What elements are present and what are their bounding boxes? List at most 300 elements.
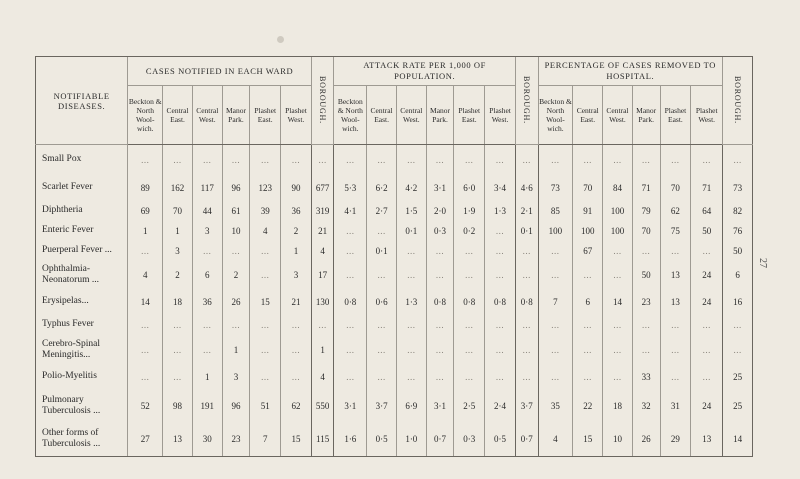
cases-cell: ... [192,241,222,261]
cases-cell: 3 [281,261,312,289]
cases-cell: ... [281,145,312,175]
pct-cell: ... [603,365,633,389]
pct-cell: ... [538,145,573,175]
attack-cell: ... [334,241,367,261]
cases-cell: 1 [222,335,250,365]
cases-cell: 90 [281,175,312,201]
cases-cell: 2 [281,221,312,241]
cases-cell: 26 [222,289,250,315]
pct-cell: 71 [632,175,660,201]
disease-name: Ophthalmia- Neonatorum ... [36,261,128,289]
pct-cell: ... [660,145,691,175]
attack-cell: 0·6 [367,289,397,315]
table-row [36,175,753,201]
pct-cell: 85 [538,201,573,221]
pct-cell: ... [691,315,723,335]
pct-cell: 35 [538,389,573,423]
attack-cell: ... [367,315,397,335]
pct-cell: 84 [603,175,633,201]
ward-header-pct-2: Central West. [603,86,633,145]
cases-borough-cell: 115 [311,423,334,457]
cases-cell: ... [222,315,250,335]
table-row [36,289,753,315]
cases-cell: 162 [163,175,193,201]
attack-cell: 3·1 [426,389,454,423]
cases-cell: 15 [250,289,281,315]
pct-cell: ... [538,315,573,335]
cases-cell: 98 [163,389,193,423]
attack-borough-cell: 3·7 [515,389,538,423]
table-row [36,315,753,335]
pct-borough-cell: ... [723,335,753,365]
cases-cell: 3 [163,241,193,261]
cases-cell: ... [250,335,281,365]
table-row [36,365,753,389]
attack-cell: ... [485,241,516,261]
cases-borough-cell: ... [311,315,334,335]
ward-header-attack-2: Central West. [396,86,426,145]
disease-name: Typhus Fever [36,315,128,335]
attack-cell: 2·7 [367,201,397,221]
attack-borough-cell: 4·6 [515,175,538,201]
cases-borough-cell: 130 [311,289,334,315]
pct-borough-cell: 82 [723,201,753,221]
cases-cell: ... [163,145,193,175]
cases-cell: 23 [222,423,250,457]
pct-cell: 70 [632,221,660,241]
pct-cell: 10 [603,423,633,457]
ward-header-cases-1: Central East. [163,86,193,145]
cases-cell: ... [128,365,163,389]
attack-cell: 0·1 [396,221,426,241]
attack-cell: ... [485,261,516,289]
pct-cell: 73 [538,175,573,201]
cases-cell: ... [163,315,193,335]
cases-cell: ... [163,365,193,389]
attack-cell: ... [426,365,454,389]
table-row [36,201,753,221]
attack-cell: ... [396,335,426,365]
pct-cell: ... [632,315,660,335]
attack-cell: ... [454,365,485,389]
cases-cell: 96 [222,175,250,201]
pct-cell: ... [603,145,633,175]
attack-cell: ... [334,335,367,365]
pct-cell: ... [660,315,691,335]
cases-cell: ... [250,145,281,175]
attack-cell: ... [334,145,367,175]
attack-cell: ... [396,241,426,261]
attack-cell: 2·0 [426,201,454,221]
cases-cell: 39 [250,201,281,221]
pct-cell: 67 [573,241,603,261]
pct-cell: 50 [632,261,660,289]
attack-cell: ... [396,365,426,389]
attack-cell: 0·2 [454,221,485,241]
pct-cell: 79 [632,201,660,221]
cases-cell: ... [281,335,312,365]
attack-cell: 2·4 [485,389,516,423]
cases-cell: 123 [250,175,281,201]
attack-cell: 0·7 [426,423,454,457]
attack-cell: ... [485,315,516,335]
cases-cell: 27 [128,423,163,457]
attack-cell: 0·3 [426,221,454,241]
table-row [36,389,753,423]
decorative-dot [277,36,284,43]
cases-borough-cell: 677 [311,175,334,201]
cases-cell: ... [281,365,312,389]
pct-cell: ... [573,365,603,389]
cases-cell: 15 [281,423,312,457]
attack-cell: ... [485,365,516,389]
cases-cell: 1 [281,241,312,261]
disease-name: Erysipelas... [36,289,128,315]
attack-borough-cell: ... [515,365,538,389]
ward-header-pct-5: Plashet West. [691,86,723,145]
cases-cell: 44 [192,201,222,221]
table-row [36,145,753,175]
cases-cell: ... [250,261,281,289]
cases-cell: 2 [163,261,193,289]
pct-cell: 18 [603,389,633,423]
cases-cell: ... [222,241,250,261]
attack-cell: 0·1 [367,241,397,261]
cases-cell: ... [281,315,312,335]
attack-borough-cell: 0·1 [515,221,538,241]
attack-cell: ... [454,335,485,365]
attack-cell: 4·2 [396,175,426,201]
pct-borough-cell: 16 [723,289,753,315]
pct-cell: 71 [691,175,723,201]
disease-name: Small Pox [36,145,128,175]
ward-header-pct-4: Plashet East. [660,86,691,145]
pct-cell: 7 [538,289,573,315]
table-row [36,241,753,261]
cases-cell: 1 [128,221,163,241]
pct-cell: 13 [691,423,723,457]
pct-cell: 50 [691,221,723,241]
pct-borough-cell: 73 [723,175,753,201]
pct-borough-cell: 25 [723,365,753,389]
cases-borough-cell: 4 [311,241,334,261]
attack-cell: 0·3 [454,423,485,457]
cases-cell: ... [128,335,163,365]
attack-cell: ... [334,261,367,289]
pct-borough-cell: ... [723,315,753,335]
cases-borough-cell: 550 [311,389,334,423]
cases-cell: ... [250,241,281,261]
pct-cell: 24 [691,389,723,423]
cases-cell: 3 [222,365,250,389]
attack-cell: 6·2 [367,175,397,201]
pct-cell: 100 [603,221,633,241]
ward-header-cases-0: Beckton & North Wool-wich. [128,86,163,145]
attack-cell: ... [426,145,454,175]
disease-name: Cerebro-Spinal Meningitis... [36,335,128,365]
pct-cell: 91 [573,201,603,221]
ward-header-pct-1: Central East. [573,86,603,145]
cases-cell: ... [128,145,163,175]
attack-borough-cell: ... [515,335,538,365]
pct-cell: ... [691,241,723,261]
cases-cell: 2 [222,261,250,289]
notifiable-diseases-table [35,56,753,457]
pct-cell: ... [538,261,573,289]
ward-header-attack-3: Manor Park. [426,86,454,145]
attack-cell: 0·5 [485,423,516,457]
pct-cell: 33 [632,365,660,389]
attack-cell: ... [367,145,397,175]
pct-cell: 13 [660,289,691,315]
attack-borough-cell: 0·7 [515,423,538,457]
ward-header-pct-3: Manor Park. [632,86,660,145]
pct-cell: 26 [632,423,660,457]
attack-cell: ... [485,145,516,175]
pct-borough-cell: 6 [723,261,753,289]
attack-cell: ... [454,261,485,289]
attack-cell: ... [396,315,426,335]
ward-header-cases-3: Manor Park. [222,86,250,145]
disease-name: Scarlet Fever [36,175,128,201]
pct-cell: 24 [691,289,723,315]
pct-cell: ... [603,315,633,335]
attack-cell: ... [367,221,397,241]
attack-cell: 1·9 [454,201,485,221]
cases-cell: ... [222,145,250,175]
cases-cell: ... [250,315,281,335]
table-row [36,261,753,289]
cases-cell: 1 [163,221,193,241]
attack-cell: 0·8 [454,289,485,315]
diseases-column-header: NOTIFIABLE DISEASES. [36,57,128,145]
pct-cell: 29 [660,423,691,457]
pct-cell: 14 [603,289,633,315]
ward-header-cases-5: Plashet West. [281,86,312,145]
attack-cell: ... [426,241,454,261]
pct-cell: 75 [660,221,691,241]
attack-borough-cell: ... [515,261,538,289]
pct-borough-cell: 25 [723,389,753,423]
pct-cell: 13 [660,261,691,289]
pct-cell: ... [573,261,603,289]
cases-cell: 62 [281,389,312,423]
ward-header-pct-0: Beckton & North Wool-wich. [538,86,573,145]
pct-cell: ... [632,241,660,261]
pct-cell: 64 [691,201,723,221]
cases-cell: 69 [128,201,163,221]
table-row [36,221,753,241]
table-row [36,335,753,365]
disease-name: Other forms of Tuberculosis ... [36,423,128,457]
pct-cell: ... [538,365,573,389]
cases-cell: 6 [192,261,222,289]
pct-cell: ... [691,145,723,175]
attack-cell: ... [426,335,454,365]
cases-cell: 61 [222,201,250,221]
cases-cell: ... [163,335,193,365]
pct-cell: ... [660,335,691,365]
pct-cell: ... [573,315,603,335]
cases-cell: 4 [128,261,163,289]
cases-cell: 52 [128,389,163,423]
pct-cell: ... [660,365,691,389]
ward-header-attack-4: Plashet East. [454,86,485,145]
cases-borough-cell: 1 [311,335,334,365]
attack-cell: ... [367,261,397,289]
pct-borough-cell: ... [723,145,753,175]
cases-cell: 96 [222,389,250,423]
page-number: 27 [757,258,768,268]
attack-cell: 1·0 [396,423,426,457]
attack-cell: 0·8 [334,289,367,315]
pct-cell: 6 [573,289,603,315]
cases-cell: 70 [163,201,193,221]
cases-cell: 10 [222,221,250,241]
pct-cell: 31 [660,389,691,423]
pct-cell: ... [603,261,633,289]
cases-cell: 18 [163,289,193,315]
cases-borough-cell: 17 [311,261,334,289]
disease-name: Diphtheria [36,201,128,221]
cases-cell: 36 [281,201,312,221]
attack-borough-cell: ... [515,241,538,261]
attack-cell: ... [485,335,516,365]
attack-cell: 3·7 [367,389,397,423]
pct-cell: 4 [538,423,573,457]
cases-cell: ... [192,315,222,335]
attack-cell: 1·5 [396,201,426,221]
attack-cell: ... [485,221,516,241]
pct-cell: ... [691,365,723,389]
attack-cell: ... [426,315,454,335]
pct-cell: 100 [603,201,633,221]
attack-cell: 0·8 [426,289,454,315]
cases-cell: 117 [192,175,222,201]
attack-borough-cell: ... [515,145,538,175]
pct-cell: 100 [538,221,573,241]
ward-header-attack-0: Beckton & North Wool-wich. [334,86,367,145]
attack-cell: ... [426,261,454,289]
cases-cell: ... [192,145,222,175]
ward-header-attack-5: Plashet West. [485,86,516,145]
attack-cell: 1·3 [396,289,426,315]
cases-cell: 4 [250,221,281,241]
attack-cell: 6·9 [396,389,426,423]
attack-cell: 3·4 [485,175,516,201]
pct-cell: 32 [632,389,660,423]
pct-cell: ... [691,335,723,365]
attack-cell: 0·5 [367,423,397,457]
cases-cell: ... [192,335,222,365]
cases-cell: 3 [192,221,222,241]
pct-cell: ... [660,241,691,261]
cases-cell: 36 [192,289,222,315]
cases-borough-header: BOROUGH. [311,57,334,145]
cases-cell: 1 [192,365,222,389]
cases-borough-cell: 21 [311,221,334,241]
cases-cell: 13 [163,423,193,457]
attack-cell: ... [334,315,367,335]
attack-cell: 3·1 [426,175,454,201]
attack-cell: ... [396,261,426,289]
attack-cell: ... [367,365,397,389]
pct-cell: ... [603,335,633,365]
attack-cell: 4·1 [334,201,367,221]
cases-borough-cell: 319 [311,201,334,221]
pct-borough-cell: 14 [723,423,753,457]
attack-borough-cell: 2·1 [515,201,538,221]
attack-borough-cell: ... [515,315,538,335]
disease-name: Enteric Fever [36,221,128,241]
pct-cell: 70 [573,175,603,201]
attack-cell: 1·3 [485,201,516,221]
pct-borough-cell: 50 [723,241,753,261]
pct-cell: ... [538,335,573,365]
attack-cell: 5·3 [334,175,367,201]
cases-cell: 191 [192,389,222,423]
pct-cell: 23 [632,289,660,315]
attack-borough-cell: 0·8 [515,289,538,315]
ward-header-cases-4: Plashet East. [250,86,281,145]
attack-cell: ... [367,335,397,365]
pct-cell: 15 [573,423,603,457]
attack-cell: 3·1 [334,389,367,423]
pct-cell: ... [538,241,573,261]
attack-cell: ... [334,365,367,389]
attack-cell: 2·5 [454,389,485,423]
attack-cell: ... [454,145,485,175]
pct-cell: ... [603,241,633,261]
pct-cell: ... [573,145,603,175]
pct-borough-cell: 76 [723,221,753,241]
pct-cell: ... [632,145,660,175]
pct-cell: 24 [691,261,723,289]
pct-cell: 22 [573,389,603,423]
pct-cell: ... [632,335,660,365]
attack-cell: ... [454,315,485,335]
cases-cell: 51 [250,389,281,423]
cases-cell: ... [128,315,163,335]
attack-group-header: ATTACK RATE PER 1,000 OF POPULATION. [334,57,516,86]
cases-cell: 30 [192,423,222,457]
ward-header-attack-1: Central East. [367,86,397,145]
pct-cell: 100 [573,221,603,241]
percent-group-header: PERCENTAGE OF CASES REMOVED TO HOSPITAL. [538,57,723,86]
pct-cell: 62 [660,201,691,221]
attack-cell: 1·6 [334,423,367,457]
cases-borough-cell: ... [311,145,334,175]
cases-group-header: CASES NOTIFIED IN EACH WARD [128,57,312,86]
cases-borough-cell: 4 [311,365,334,389]
cases-cell: 7 [250,423,281,457]
attack-cell: ... [454,241,485,261]
attack-cell: ... [334,221,367,241]
attack-borough-header: BOROUGH. [515,57,538,145]
disease-name: Polio-Myelitis [36,365,128,389]
cases-cell: 21 [281,289,312,315]
pct-cell: 70 [660,175,691,201]
disease-name: Pulmonary Tuberculosis ... [36,389,128,423]
cases-cell: ... [250,365,281,389]
attack-cell: 6·0 [454,175,485,201]
cases-cell: 89 [128,175,163,201]
disease-name: Puerperal Fever ... [36,241,128,261]
attack-cell: 0·8 [485,289,516,315]
cases-cell: 14 [128,289,163,315]
percent-borough-header: BOROUGH. [723,57,753,145]
pct-cell: ... [573,335,603,365]
